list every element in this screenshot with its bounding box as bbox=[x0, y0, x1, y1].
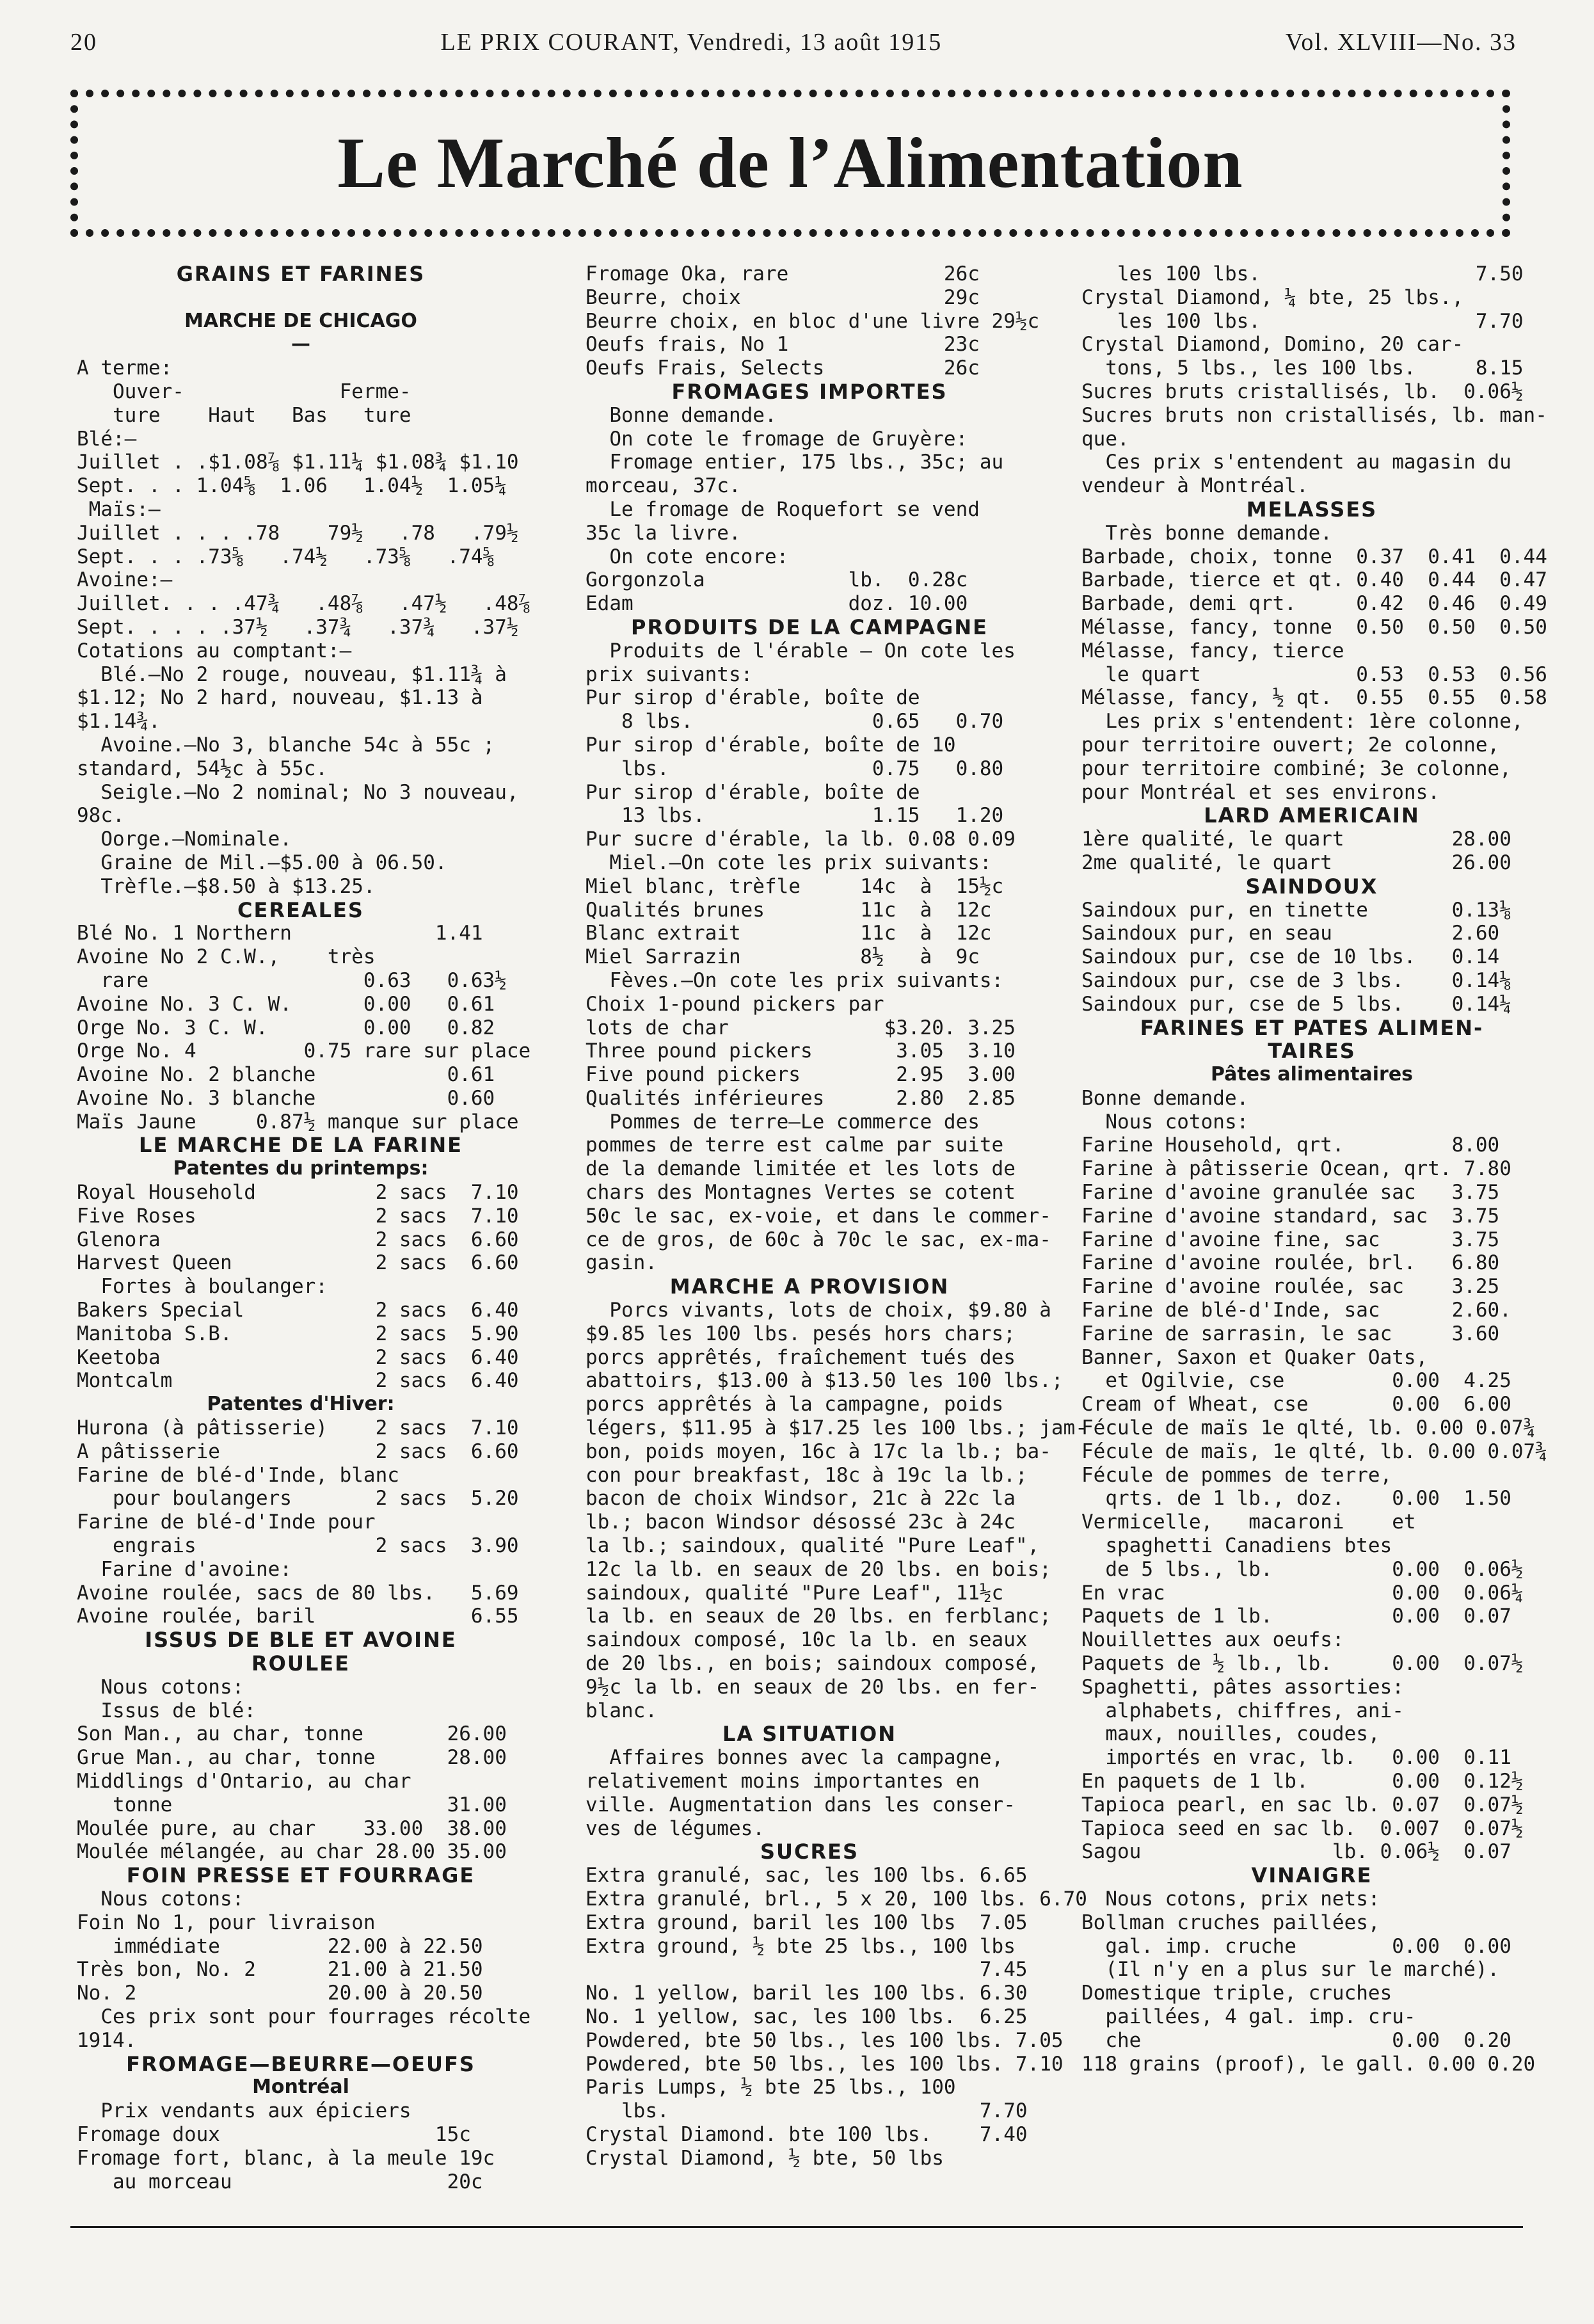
text-line: Gorgonzola lb. 0.28c bbox=[586, 568, 968, 592]
text-line: et Ogilvie, cse 0.00 4.25 bbox=[1081, 1369, 1511, 1393]
text-line: Fécule de maïs, 1e qlté, lb. 0.00 0.07¾ bbox=[1081, 1439, 1547, 1463]
text-line: de la demande limitée et les lots de bbox=[586, 1157, 1016, 1181]
text-line: 118 grains (proof), le gall. 0.00 0.20 bbox=[1081, 2052, 1536, 2076]
text-line: la lb. en seaux de 20 lbs. en ferblanc; bbox=[586, 1605, 1051, 1628]
text-line: Beurre, choix 29c bbox=[586, 285, 980, 309]
text-line: Saindoux pur, cse de 10 lbs. 0.14 bbox=[1081, 945, 1500, 969]
text-line: Cotations au comptant:— bbox=[77, 639, 352, 662]
text-line: pour territoire ouvert; 2e colonne, bbox=[1081, 733, 1500, 757]
text-line: gal. imp. cruche 0.00 0.00 bbox=[1081, 1934, 1511, 1958]
text-line: Cream of Wheat, cse 0.00 6.00 bbox=[1081, 1393, 1511, 1416]
text-line: Orge No. 3 C. W. 0.00 0.82 bbox=[77, 1016, 495, 1039]
text-line: 50c le sac, ex-voie, et dans le commer- bbox=[586, 1204, 1051, 1228]
text-line: Sagou lb. 0.06½ 0.07 bbox=[1081, 1840, 1511, 1864]
text-line: Avoine No. 3 blanche 0.60 bbox=[77, 1086, 495, 1110]
text-line: Oeufs frais, No 1 23c bbox=[586, 333, 980, 357]
text-line: Farine de sarrasin, le sac 3.60 bbox=[1081, 1322, 1500, 1345]
text-line: qrts. de 1 lb., doz. 0.00 1.50 bbox=[1081, 1487, 1511, 1511]
text-line: Barbade, demi qrt. 0.42 0.46 0.49 bbox=[1081, 592, 1547, 616]
text-line: Paquets de 1 lb. 0.00 0.07 bbox=[1081, 1605, 1511, 1628]
text-line: Barbade, choix, tonne 0.37 0.41 0.44 bbox=[1081, 545, 1547, 568]
text-line: Royal Household 2 sacs 7.10 bbox=[77, 1181, 519, 1205]
text-line: au morceau 20c bbox=[77, 2170, 483, 2193]
text-line: les 100 lbs. 7.70 bbox=[1081, 309, 1524, 333]
text-line: Hurona (à pâtisserie) 2 sacs 7.10 bbox=[77, 1416, 519, 1440]
text-line: maux, nouilles, coudes, bbox=[1081, 1722, 1380, 1746]
text-line: Farine d'avoine granulée sac 3.75 bbox=[1081, 1181, 1500, 1205]
subheading: — bbox=[291, 333, 310, 356]
text-line: On cote encore: bbox=[586, 545, 789, 568]
text-line: Pur sirop d'érable, boîte de bbox=[586, 686, 920, 710]
text-line: $1.12; No 2 hard, nouveau, $1.13 à bbox=[77, 686, 483, 710]
text-line: Five Roses 2 sacs 7.10 bbox=[77, 1204, 519, 1228]
text-line: con pour breakfast, 18c à 19c la lb.; bbox=[586, 1463, 1028, 1487]
text-line: Fromage fort, blanc, à la meule 19c bbox=[77, 2146, 495, 2170]
text-line: lbs. 7.70 bbox=[586, 2099, 1028, 2123]
text-line: Maïs Jaune 0.87½ manque sur place bbox=[77, 1110, 519, 1134]
text-line: gasin. bbox=[586, 1251, 657, 1275]
text-line: Moulée mélangée, au char 28.00 35.00 bbox=[77, 1840, 507, 1864]
text-line: Son Man., au char, tonne 26.00 bbox=[77, 1722, 507, 1746]
text-line: Issus de blé: bbox=[77, 1699, 256, 1722]
section-heading: LA SITUATION bbox=[722, 1722, 897, 1747]
text-line: Ouver- Ferme- bbox=[77, 380, 411, 403]
text-line: (Il n'y en a plus sur le marché). bbox=[1081, 1958, 1500, 1982]
text-line: Powdered, bte 50 lbs., les 100 lbs. 7.05 bbox=[586, 2028, 1064, 2052]
text-line: immédiate 22.00 à 22.50 bbox=[77, 1934, 483, 1958]
text-line: Avoine.—No 3, blanche 54c à 55c ; bbox=[77, 733, 495, 757]
section-banner bbox=[70, 90, 1510, 237]
text-line: ville. Augmentation dans les conser- bbox=[586, 1793, 1016, 1816]
section-title: Le Marché de l’Alimentation bbox=[337, 123, 1243, 203]
text-line: la lb.; saindoux, qualité "Pure Leaf", bbox=[586, 1534, 1040, 1558]
text-line: spaghetti Canadiens btes bbox=[1081, 1534, 1392, 1558]
section-heading: GRAINS ET FARINES bbox=[176, 262, 426, 286]
text-line: Glenora 2 sacs 6.60 bbox=[77, 1228, 519, 1251]
text-line: Porcs vivants, lots de choix, $9.80 à bbox=[586, 1299, 1051, 1322]
text-line: ture Haut Bas ture bbox=[77, 403, 411, 427]
text-line: standard, 54½c à 55c. bbox=[77, 757, 328, 780]
section-heading: MELASSES bbox=[1246, 497, 1378, 522]
text-line: Oorge.—Nominale. bbox=[77, 828, 292, 851]
bottom-rule bbox=[70, 2226, 1523, 2228]
text-line: pour Montréal et ses environs. bbox=[1081, 780, 1440, 804]
section-heading: FOIN PRESSE ET FOURRAGE bbox=[126, 1863, 475, 1888]
text-line: 98c. bbox=[77, 804, 125, 828]
text-line: Fromage doux 15c bbox=[77, 2122, 471, 2146]
text-line: Fèves.—On cote les prix suivants: bbox=[586, 968, 1004, 992]
section-heading: MARCHE A PROVISION bbox=[669, 1274, 950, 1299]
text-line: que. bbox=[1081, 427, 1129, 451]
text-line: Fortes à boulanger: bbox=[77, 1275, 328, 1299]
text-line: Foin No 1, pour livraison bbox=[77, 1911, 376, 1934]
publication-title: LE PRIX COURANT, Vendredi, 13 août 1915 bbox=[440, 29, 943, 56]
text-line: Miel blanc, trèfle 14c à 15½c bbox=[586, 874, 1004, 898]
text-line: Blanc extrait 11c à 12c bbox=[586, 922, 992, 945]
text-line: Avoine No. 3 C. W. 0.00 0.61 bbox=[77, 992, 495, 1016]
text-line: Qualités inférieures 2.80 2.85 bbox=[586, 1086, 1016, 1110]
text-line: Pommes de terre—Le commerce des bbox=[586, 1110, 980, 1134]
text-line: Juillet . . . .78 79½ .78 .79½ bbox=[77, 521, 519, 545]
text-line: Middlings d'Ontario, au char bbox=[77, 1770, 411, 1793]
text-line: Keetoba 2 sacs 6.40 bbox=[77, 1345, 519, 1369]
text-line: Blé No. 1 Northern 1.41 bbox=[77, 922, 483, 945]
text-line: Extra ground, baril les 100 lbs 7.05 bbox=[586, 1911, 1028, 1934]
text-line: lots de char $3.20. 3.25 bbox=[586, 1016, 1016, 1039]
text-line: Nous cotons: bbox=[77, 1675, 244, 1699]
text-line: 2me qualité, le quart 26.00 bbox=[1081, 851, 1511, 874]
text-line: abattoirs, $13.00 à $13.50 les 100 lbs.; bbox=[586, 1369, 1064, 1393]
text-line: lb.; bacon Windsor désossé 23c à 24c bbox=[586, 1511, 1016, 1534]
section-heading: PRODUITS DE LA CAMPAGNE bbox=[631, 614, 988, 639]
section-heading: SAINDOUX bbox=[1245, 874, 1378, 899]
text-line: Miel.—On cote les prix suivants: bbox=[586, 851, 992, 874]
text-line: Farine d'avoine: bbox=[77, 1557, 292, 1581]
subheading: Patentes d'Hiver: bbox=[207, 1393, 395, 1416]
text-line: No. 1 yellow, baril les 100 lbs. 6.30 bbox=[586, 1982, 1028, 2005]
text-line: Extra granulé, sac, les 100 lbs. 6.65 bbox=[586, 1864, 1028, 1887]
text-line: Pur sucre d'érable, la lb. 0.08 0.09 bbox=[586, 828, 1016, 851]
text-line: Farine Household, qrt. 8.00 bbox=[1081, 1134, 1500, 1157]
text-line: relativement moins importantes en bbox=[586, 1770, 980, 1793]
text-line: Sucres bruts non cristallisés, lb. man- bbox=[1081, 403, 1547, 427]
volume-number: Vol. XLVIII—No. 33 bbox=[1285, 29, 1517, 56]
text-line: 1914. bbox=[77, 2028, 137, 2052]
text-line: tons, 5 lbs., les 100 lbs. 8.15 bbox=[1081, 357, 1524, 380]
text-line: Saindoux pur, en seau 2.60 bbox=[1081, 922, 1500, 945]
text-line: A pâtisserie 2 sacs 6.60 bbox=[77, 1439, 519, 1463]
text-line: Prix vendants aux épiciers bbox=[77, 2099, 411, 2123]
text-line: Tapioca pearl, en sac lb. 0.07 0.07½ bbox=[1081, 1793, 1524, 1816]
section-heading: SUCRES bbox=[760, 1839, 859, 1864]
text-line: blanc. bbox=[586, 1699, 657, 1722]
text-line: Crystal Diamond, ½ bte, 50 lbs bbox=[586, 2146, 944, 2170]
subheading: MARCHE DE CHICAGO bbox=[184, 309, 417, 332]
text-line: Ces prix s'entendent au magasin du bbox=[1081, 451, 1511, 474]
text-line: Farine d'avoine standard, sac 3.75 bbox=[1081, 1204, 1500, 1228]
text-line: Mélasse, fancy, ½ qt. 0.55 0.55 0.58 bbox=[1081, 686, 1547, 710]
text-line: Sept. . . . .37½ .37¾ .37¾ .37½ bbox=[77, 615, 519, 639]
text-line: Bonne demande. bbox=[1081, 1086, 1249, 1110]
text-line: Très bon, No. 2 21.00 à 21.50 bbox=[77, 1958, 483, 1982]
text-line: Trèfle.—$8.50 à $13.25. bbox=[77, 874, 376, 898]
text-line: Bonne demande. bbox=[586, 403, 777, 427]
text-line: tonne 31.00 bbox=[77, 1793, 507, 1816]
text-line: saindoux composé, 10c la lb. en seaux bbox=[586, 1628, 1028, 1652]
text-line: Pur sirop d'érable, boîte de 10 bbox=[586, 733, 956, 757]
text-line: Mélasse, fancy, tierce bbox=[1081, 639, 1344, 662]
text-line: Farine d'avoine roulée, brl. 6.80 bbox=[1081, 1251, 1500, 1275]
text-line: Manitoba S.B. 2 sacs 5.90 bbox=[77, 1322, 519, 1345]
text-line: Banner, Saxon et Quaker Oats, bbox=[1081, 1345, 1428, 1369]
text-line: de 20 lbs., en bois; saindoux composé, bbox=[586, 1652, 1040, 1676]
text-line: Fécule de pommes de terre, bbox=[1081, 1463, 1392, 1487]
text-line: No. 2 20.00 à 20.50 bbox=[77, 1982, 483, 2005]
text-line: Barbade, tierce et qt. 0.40 0.44 0.47 bbox=[1081, 568, 1547, 592]
text-line: Vermicelle, macaroni et bbox=[1081, 1511, 1416, 1534]
text-line: bon, poids moyen, 16c à 17c la lb.; ba- bbox=[586, 1439, 1051, 1463]
section-heading: FARINES ET PATES ALIMEN- bbox=[1140, 1015, 1484, 1040]
text-line: rare 0.63 0.63½ bbox=[77, 968, 507, 992]
text-line: Extra granulé, brl., 5 x 20, 100 lbs. 6.70 bbox=[586, 1887, 1087, 1911]
text-line: les 100 lbs. 7.50 bbox=[1081, 262, 1524, 285]
text-line: Affaires bonnes avec la campagne, bbox=[586, 1746, 1004, 1770]
text-line: Seigle.—No 2 nominal; No 3 nouveau, bbox=[77, 780, 519, 804]
column-1 bbox=[77, 262, 531, 2193]
text-line: de 5 lbs., lb. 0.00 0.06½ bbox=[1081, 1557, 1524, 1581]
text-line: Bollman cruches paillées, bbox=[1081, 1911, 1380, 1934]
text-line: $9.85 les 100 lbs. pesés hors chars; bbox=[586, 1322, 1016, 1345]
text-line: En paquets de 1 lb. 0.00 0.12½ bbox=[1081, 1770, 1524, 1793]
text-line: Farine d'avoine fine, sac 3.75 bbox=[1081, 1228, 1500, 1251]
text-line: Fromage entier, 175 lbs., 35c; au bbox=[586, 451, 1004, 474]
text-line: Miel Sarrazin 8½ à 9c bbox=[586, 945, 980, 969]
text-line: Three pound pickers 3.05 3.10 bbox=[586, 1039, 1016, 1063]
text-line: Blé:— bbox=[77, 427, 137, 451]
text-line: 7.45 bbox=[586, 1958, 1028, 1982]
text-line: Produits de l'érable — On cote les bbox=[586, 639, 1016, 662]
text-line: Très bonne demande. bbox=[1081, 521, 1332, 545]
text-line: 8 lbs. 0.65 0.70 bbox=[586, 710, 1004, 733]
text-line: Farine de blé-d'Inde, sac 2.60. bbox=[1081, 1299, 1511, 1322]
text-line: Sept. . . .73⅝ .74½ .73⅝ .74⅝ bbox=[77, 545, 495, 568]
text-line: Mélasse, fancy, tonne 0.50 0.50 0.50 bbox=[1081, 615, 1547, 639]
text-line: Avoine:— bbox=[77, 568, 173, 592]
text-line: Tapioca seed en sac lb. 0.007 0.07½ bbox=[1081, 1816, 1524, 1840]
text-line: pommes de terre est calme par suite bbox=[586, 1134, 1004, 1157]
section-heading: LARD AMERICAIN bbox=[1204, 803, 1420, 828]
section-heading: LE MARCHE DE LA FARINE bbox=[139, 1133, 463, 1158]
column-2 bbox=[586, 262, 1087, 2170]
text-line: Fécule de maïs 1e qlté, lb. 0.00 0.07¾ bbox=[1081, 1416, 1536, 1440]
text-line: Moulée pure, au char 33.00 38.00 bbox=[77, 1816, 507, 1840]
text-line: En vrac 0.00 0.06¼ bbox=[1081, 1581, 1524, 1605]
text-line: Graine de Mil.—$5.00 à 06.50. bbox=[77, 851, 447, 874]
text-line: Saindoux pur, en tinette 0.13⅛ bbox=[1081, 898, 1511, 922]
text-line: Nous cotons: bbox=[77, 1887, 244, 1911]
text-line: engrais 2 sacs 3.90 bbox=[77, 1534, 519, 1558]
text-line: Avoine roulée, baril 6.55 bbox=[77, 1605, 519, 1628]
text-line: Maïs:— bbox=[77, 497, 161, 521]
text-line: Sucres bruts cristallisés, lb. 0.06½ bbox=[1081, 380, 1524, 403]
text-line: On cote le fromage de Gruyère: bbox=[586, 427, 968, 451]
subheading: Patentes du printemps: bbox=[173, 1157, 429, 1180]
text-line: Five pound pickers 2.95 3.00 bbox=[586, 1063, 1016, 1087]
text-line: Farine de blé-d'Inde, blanc bbox=[77, 1463, 399, 1487]
section-heading: ISSUS DE BLE ET AVOINE bbox=[145, 1628, 457, 1653]
text-line: porcs apprêtés à la campagne, poids bbox=[586, 1393, 1004, 1416]
text-line: Ces prix sont pour fourrages récolte bbox=[77, 2005, 531, 2028]
text-line: Blé.—No 2 rouge, nouveau, $1.11¾ à bbox=[77, 662, 507, 686]
section-heading: ROULEE bbox=[251, 1651, 350, 1676]
text-line: Avoine No. 2 blanche 0.61 bbox=[77, 1063, 495, 1087]
text-line: Crystal Diamond. bte 100 lbs. 7.40 bbox=[586, 2122, 1028, 2146]
text-line: porcs apprêtés, fraîchement tués des bbox=[586, 1345, 1016, 1369]
text-line: Edam doz. 10.00 bbox=[586, 592, 968, 616]
text-line: Nous cotons, prix nets: bbox=[1081, 1887, 1380, 1911]
page-number: 20 bbox=[70, 29, 97, 56]
text-line: Les prix s'entendent: 1ère colonne, bbox=[1081, 710, 1524, 733]
text-line: saindoux, qualité "Pure Leaf", 11½c bbox=[586, 1581, 1004, 1605]
text-line: Paris Lumps, ½ bte 25 lbs., 100 bbox=[586, 2076, 956, 2099]
text-line: vendeur à Montréal. bbox=[1081, 474, 1309, 498]
text-line: 12c la lb. en seaux de 20 lbs. en bois; bbox=[586, 1557, 1051, 1581]
text-line: Saindoux pur, cse de 3 lbs. 0.14⅛ bbox=[1081, 968, 1511, 992]
text-line: Fromage Oka, rare 26c bbox=[586, 262, 980, 285]
text-line: Juillet . .$1.08⅞ $1.11¼ $1.08¾ $1.10 bbox=[77, 451, 519, 474]
text-line: le quart 0.53 0.53 0.56 bbox=[1081, 662, 1547, 686]
text-line: Juillet. . . .47¾ .48⅞ .47½ .48⅞ bbox=[77, 592, 531, 616]
text-line: Le fromage de Roquefort se vend bbox=[586, 497, 980, 521]
text-line: $1.14¾. bbox=[77, 710, 161, 733]
text-line: paillées, 4 gal. imp. cru- bbox=[1081, 2005, 1416, 2028]
text-line: Domestique triple, cruches bbox=[1081, 1982, 1392, 2005]
text-line: ves de légumes. bbox=[586, 1816, 765, 1840]
text-line: lbs. 0.75 0.80 bbox=[586, 757, 1004, 780]
text-line: alphabets, chiffres, ani- bbox=[1081, 1699, 1404, 1722]
section-heading: FROMAGES IMPORTES bbox=[671, 379, 948, 404]
text-line: prix suivants: bbox=[586, 662, 753, 686]
text-line: Crystal Diamond, ¼ bte, 25 lbs., bbox=[1081, 285, 1464, 309]
text-line: Harvest Queen 2 sacs 6.60 bbox=[77, 1251, 519, 1275]
section-heading: VINAIGRE bbox=[1251, 1863, 1373, 1888]
text-line: Paquets de ½ lb., lb. 0.00 0.07½ bbox=[1081, 1652, 1524, 1676]
text-line: Spaghetti, pâtes assorties: bbox=[1081, 1675, 1404, 1699]
text-line: No. 1 yellow, sac, les 100 lbs. 6.25 bbox=[586, 2005, 1028, 2028]
text-line: Orge No. 4 0.75 rare sur place bbox=[77, 1039, 531, 1063]
text-line: Avoine roulée, sacs de 80 lbs. 5.69 bbox=[77, 1581, 519, 1605]
text-line: Avoine No 2 C.W., très bbox=[77, 945, 376, 969]
text-line: pour boulangers 2 sacs 5.20 bbox=[77, 1487, 519, 1511]
text-line: Montcalm 2 sacs 6.40 bbox=[77, 1369, 519, 1393]
text-line: Crystal Diamond, Domino, 20 car- bbox=[1081, 333, 1464, 357]
text-line: pour territoire combiné; 3e colonne, bbox=[1081, 757, 1511, 780]
text-line: 1ère qualité, le quart 28.00 bbox=[1081, 828, 1511, 851]
text-line: 35c la livre. bbox=[586, 521, 741, 545]
text-line: morceau, 37c. bbox=[586, 474, 741, 498]
text-line bbox=[77, 286, 525, 310]
section-heading: FROMAGE—BEURRE—OEUFS bbox=[126, 2051, 475, 2076]
text-line: che 0.00 0.20 bbox=[1081, 2028, 1511, 2052]
text-line: Grue Man., au char, tonne 28.00 bbox=[77, 1746, 507, 1770]
text-line: bacon de choix Windsor, 21c à 22c la bbox=[586, 1487, 1016, 1511]
text-line: Beurre choix, en bloc d'une livre 29½c bbox=[586, 309, 1040, 333]
text-line: A terme: bbox=[77, 357, 173, 380]
text-line: Bakers Special 2 sacs 6.40 bbox=[77, 1299, 519, 1322]
text-line: Pur sirop d'érable, boîte de bbox=[586, 780, 920, 804]
text-line: légers, $11.95 à $17.25 les 100 lbs.; jam- bbox=[586, 1416, 1087, 1440]
page-header bbox=[70, 23, 1517, 61]
text-line: Nouillettes aux oeufs: bbox=[1081, 1628, 1344, 1652]
text-line: Farine à pâtisserie Ocean, qrt. 7.80 bbox=[1081, 1157, 1511, 1181]
text-line: importés en vrac, lb. 0.00 0.11 bbox=[1081, 1746, 1511, 1770]
text-line: Farine de blé-d'Inde pour bbox=[77, 1511, 376, 1534]
text-line: Qualités brunes 11c à 12c bbox=[586, 898, 992, 922]
text-line: Powdered, bte 50 lbs., les 100 lbs. 7.10 bbox=[586, 2052, 1064, 2076]
text-line: Nous cotons: bbox=[1081, 1110, 1249, 1134]
text-line: 13 lbs. 1.15 1.20 bbox=[586, 804, 1004, 828]
text-line: 9½c la lb. en seaux de 20 lbs. en fer- bbox=[586, 1675, 1040, 1699]
text-line: chars des Montagnes Vertes se cotent bbox=[586, 1181, 1016, 1205]
section-heading: CEREALES bbox=[237, 897, 364, 922]
column-3 bbox=[1081, 262, 1547, 2076]
text-line: Farine d'avoine roulée, sac 3.25 bbox=[1081, 1275, 1500, 1299]
subheading: Montréal bbox=[252, 2076, 349, 2099]
text-line: Choix 1-pound pickers par bbox=[586, 992, 884, 1016]
text-line: ce de gros, de 60c à 70c le sac, ex-ma- bbox=[586, 1228, 1051, 1251]
text-line: Saindoux pur, cse de 5 lbs. 0.14¼ bbox=[1081, 992, 1511, 1016]
section-heading: TAIRES bbox=[1268, 1039, 1356, 1064]
text-line: Sept. . . 1.04⅝ 1.06 1.04½ 1.05¼ bbox=[77, 474, 507, 498]
text-line: Oeufs Frais, Selects 26c bbox=[586, 357, 980, 380]
text-line: Extra ground, ½ bte 25 lbs., 100 lbs bbox=[586, 1934, 1016, 1958]
subheading: Pâtes alimentaires bbox=[1210, 1063, 1414, 1086]
